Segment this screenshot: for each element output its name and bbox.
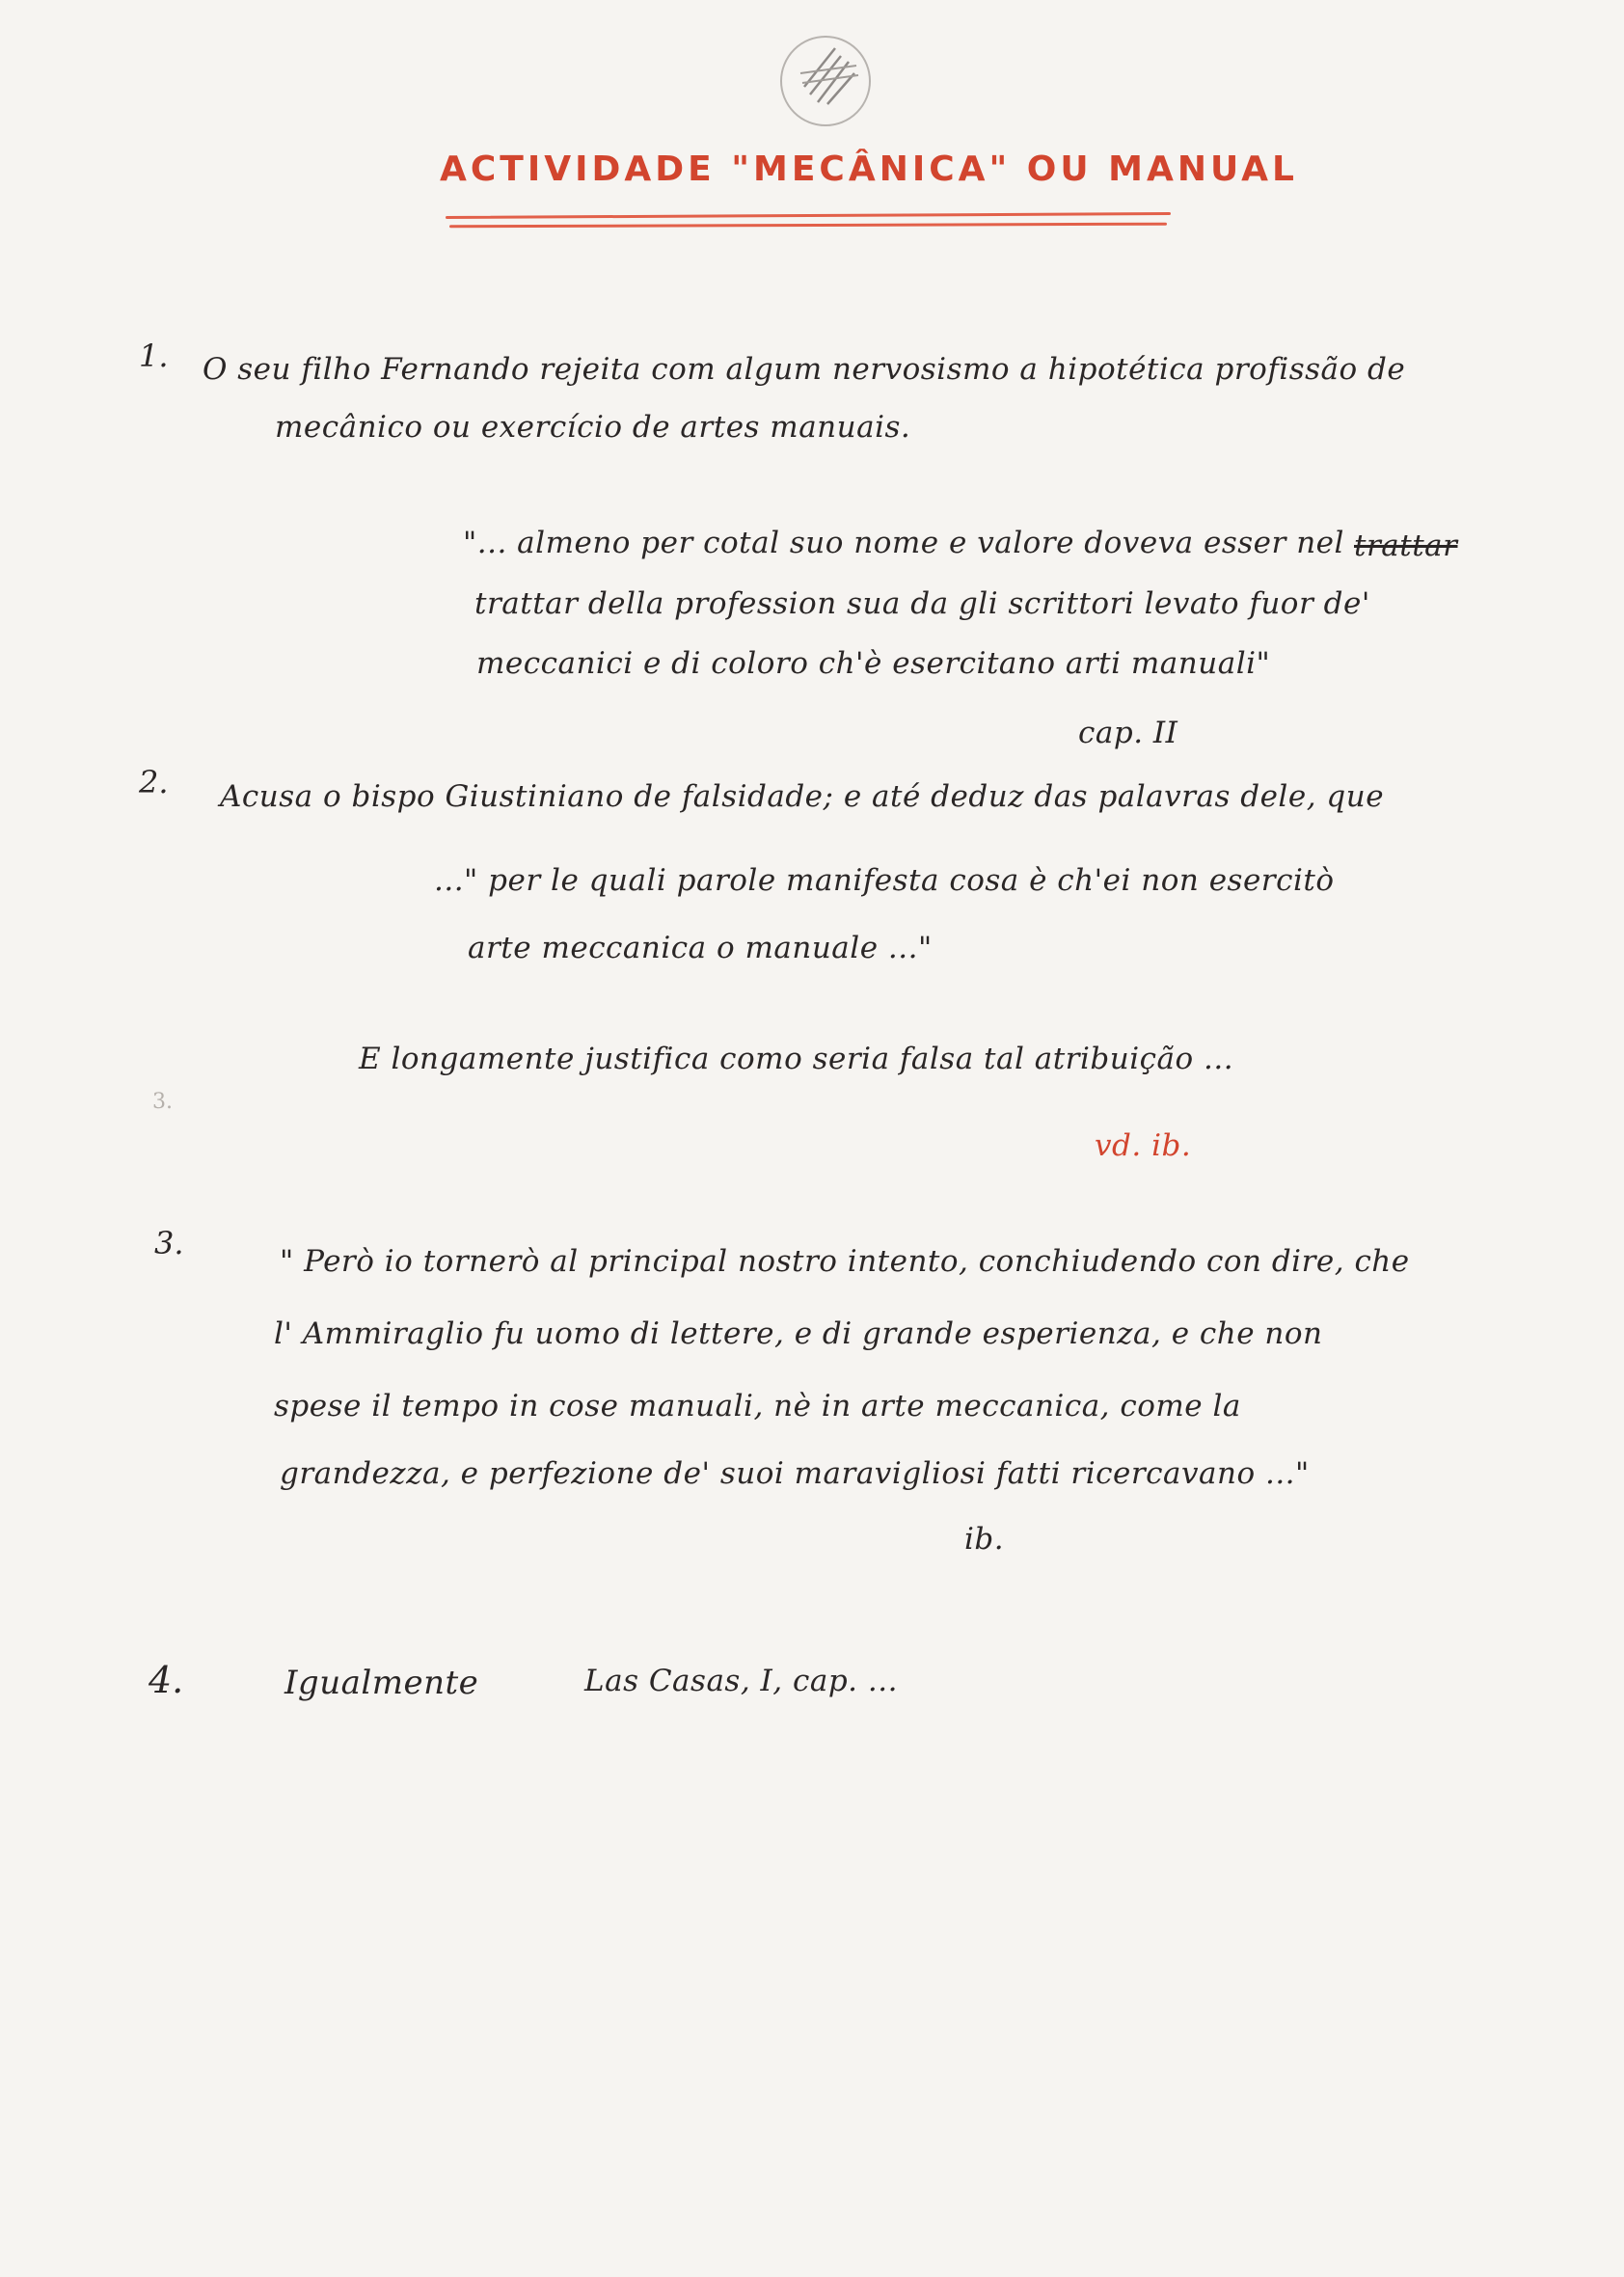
title-underline	[446, 212, 1171, 219]
pencil-scribble-icon	[771, 27, 878, 133]
item-4-reference: Las Casas, I, cap. ...	[584, 1664, 898, 1698]
item-1-quote-line-3: meccanici e di coloro ch'è esercitano arti manuali"	[476, 646, 1271, 681]
item-1-reference: cap. II	[1078, 716, 1178, 750]
item-2-line-1: Acusa o bispo Giustiniano de falsidade; e até deduz das palavras dele, que	[220, 779, 1385, 814]
item-1-quote-line-1: "... almeno per cotal suo nome e valore doveva esser nel	[463, 526, 1344, 560]
item-1-line-2: mecânico ou exercício de artes manuais.	[275, 410, 911, 445]
item-2-quote-line-2: arte meccanica o manuale ..."	[468, 931, 933, 965]
page-title: ACTIVIDADE "MECÂNICA" OU MANUAL	[440, 149, 1298, 189]
item-3-quote-line-2: l' Ammiraglio fu uomo di lettere, e di grande esperienza, e che non	[274, 1316, 1323, 1351]
item-4-text: Igualmente	[284, 1664, 479, 1702]
item-3-quote-line-3: spese il tempo in cose manuali, nè in arte meccanica, come la	[274, 1389, 1241, 1423]
item-3-quote-line-1: " Però io tornerò al principal nostro intento, conchiudendo con dire, che	[280, 1244, 1410, 1279]
item-2-number: 2.	[139, 764, 169, 800]
item-2-reference-red: vd. ib.	[1095, 1128, 1192, 1163]
item-3-number: 3.	[154, 1225, 184, 1261]
item-3-reference: ib.	[964, 1522, 1005, 1557]
title-underline-second	[449, 223, 1167, 229]
item-1-number: 1.	[139, 338, 169, 374]
item-3-quote-line-4: grandezza, e perfezione de' suoi maravigliosi fatti ricercavano ..."	[280, 1456, 1310, 1491]
item-1-struck-word: trattar	[1354, 529, 1458, 563]
item-1-quote-line-2: trattar della profession sua da gli scrittori levato fuor de'	[474, 586, 1370, 621]
margin-mark: 3.	[152, 1090, 173, 1114]
item-1-line-1: O seu filho Fernando rejeita com algum nervosismo a hipotética profissão de	[203, 352, 1406, 387]
item-2-note: E longamente justifica como seria falsa tal atribuição ...	[359, 1042, 1234, 1076]
item-4-number: 4.	[149, 1659, 184, 1701]
item-2-quote-line-1: ..." per le quali parole manifesta cosa è ch'ei non esercitò	[434, 863, 1335, 898]
